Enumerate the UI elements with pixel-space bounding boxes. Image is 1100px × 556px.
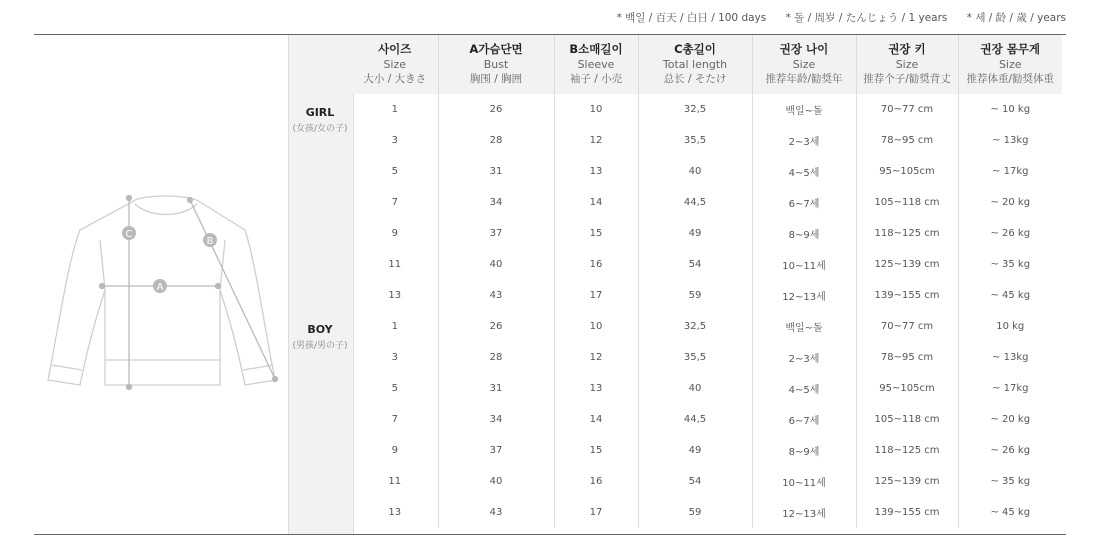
table-cell: 15 xyxy=(554,435,638,466)
table-cell: 10~11세 xyxy=(752,466,856,497)
sweater-diagram xyxy=(40,180,285,400)
size-table xyxy=(352,35,1062,528)
table-cell: 12 xyxy=(554,125,638,156)
table-cell: 11 xyxy=(352,466,438,497)
table-cell: 49 xyxy=(638,218,752,249)
group-girl-label: GIRL xyxy=(305,106,335,119)
table-cell: 5 xyxy=(352,373,438,404)
column-header-ko: 권장 몸무게 xyxy=(980,42,1041,56)
column-header-cj: 袖子 / 小売 xyxy=(569,73,623,85)
table-cell: ~ 10 kg xyxy=(990,104,1031,115)
table-cell: 28 xyxy=(438,125,554,156)
table-cell: 54 xyxy=(638,249,752,280)
table-row xyxy=(352,280,1062,311)
column-header-ko: C총길이 xyxy=(674,42,716,56)
table-cell: 10 xyxy=(554,311,638,342)
table-cell: 26 xyxy=(438,94,554,125)
table-cell: 28 xyxy=(438,342,554,373)
table-cell: 31 xyxy=(438,373,554,404)
table-cell: 13 xyxy=(554,373,638,404)
table-cell: ~ 20 kg xyxy=(990,414,1031,425)
table-cell: ~ 45 kg xyxy=(990,290,1031,301)
table-cell: 10 kg xyxy=(996,321,1025,332)
table-cell: 8~9세 xyxy=(752,218,856,249)
column-header-ko: B소매길이 xyxy=(569,42,623,56)
table-row xyxy=(352,497,1062,528)
column-header-ko: 사이즈 xyxy=(378,42,412,56)
column-header-ko: 권장 키 xyxy=(888,42,926,56)
table-cell: 13 xyxy=(352,280,438,311)
table-cell: 7 xyxy=(352,404,438,435)
table-cell: ~ 35 kg xyxy=(990,476,1031,487)
table-cell: 59 xyxy=(638,280,752,311)
svg-text:B: B xyxy=(206,236,214,247)
table-cell: 125~139 cm xyxy=(856,466,958,497)
column-header xyxy=(352,35,438,94)
group-boy xyxy=(289,323,351,351)
column-header-en: Size xyxy=(895,58,919,71)
table-cell: 95~105cm xyxy=(856,156,958,187)
group-girl-sub: (女孩/女の子) xyxy=(292,124,348,134)
table-cell: 40 xyxy=(438,249,554,280)
column-header-ko: 권장 나이 xyxy=(779,42,829,56)
group-girl xyxy=(289,106,351,134)
column-header-cj: 推荐体重/勧奨体重 xyxy=(966,73,1055,85)
table-cell: 32,5 xyxy=(638,94,752,125)
column-header-en: Size xyxy=(998,58,1022,71)
column-header-cj: 大小 / 大きさ xyxy=(363,73,427,85)
table-cell: 78~95 cm xyxy=(856,342,958,373)
table-cell: ~ 26 kg xyxy=(990,228,1031,239)
column-header-cj: 胸围 / 胸囲 xyxy=(469,73,523,85)
table-cell: 44,5 xyxy=(638,187,752,218)
table-cell: 6~7세 xyxy=(752,187,856,218)
table-row xyxy=(352,187,1062,218)
table-cell: 13 xyxy=(352,497,438,528)
column-header xyxy=(638,35,752,94)
table-cell: 34 xyxy=(438,404,554,435)
table-cell: 8~9세 xyxy=(752,435,856,466)
table-row xyxy=(352,373,1062,404)
table-row xyxy=(352,156,1062,187)
column-header-en: Size xyxy=(383,58,407,71)
header-row xyxy=(352,35,1062,94)
column-header-en: Total length xyxy=(662,58,728,71)
note-1-year: * 돌 / 周岁 / たんじょう / 1 years xyxy=(785,12,948,24)
table-cell: ~ 26 kg xyxy=(990,445,1031,456)
table-cell: ~ 35 kg xyxy=(990,259,1031,270)
table-cell: 4~5세 xyxy=(752,156,856,187)
table-row xyxy=(352,125,1062,156)
table-cell: 2~3세 xyxy=(752,125,856,156)
table-cell: ~ 17kg xyxy=(992,383,1029,394)
bottom-rule xyxy=(34,534,1066,535)
table-cell: 9 xyxy=(352,218,438,249)
table-row xyxy=(352,311,1062,342)
marker-b xyxy=(203,233,217,247)
table-cell: 70~77 cm xyxy=(856,311,958,342)
table-cell: 9 xyxy=(352,435,438,466)
column-header-ko: A가슴단면 xyxy=(469,42,523,56)
table-row xyxy=(352,218,1062,249)
table-cell: 43 xyxy=(438,280,554,311)
table-cell: ~ 17kg xyxy=(992,166,1029,177)
column-header xyxy=(958,35,1062,94)
table-cell: 54 xyxy=(638,466,752,497)
svg-text:A: A xyxy=(156,282,164,293)
table-row xyxy=(352,94,1062,125)
table-cell: 40 xyxy=(438,466,554,497)
table-cell: 7 xyxy=(352,187,438,218)
table-row xyxy=(352,466,1062,497)
column-header-cj: 推荐年龄/勧奨年 xyxy=(765,73,843,85)
table-cell: 3 xyxy=(352,125,438,156)
table-cell: 1 xyxy=(352,311,438,342)
table-cell: 105~118 cm xyxy=(856,187,958,218)
table-cell: 70~77 cm xyxy=(856,94,958,125)
table-cell: 10~11세 xyxy=(752,249,856,280)
note-years: * 세 / 龄 / 歲 / years xyxy=(966,12,1066,24)
table-cell: 2~3세 xyxy=(752,342,856,373)
table-cell: 백일~돌 xyxy=(752,94,856,125)
table-cell: 백일~돌 xyxy=(752,311,856,342)
table-cell: ~ 45 kg xyxy=(990,507,1031,518)
table-cell: 1 xyxy=(352,94,438,125)
table-cell: 31 xyxy=(438,156,554,187)
table-cell: 37 xyxy=(438,218,554,249)
table-cell: 6~7세 xyxy=(752,404,856,435)
table-row xyxy=(352,435,1062,466)
table-cell: 139~155 cm xyxy=(856,280,958,311)
column-header-en: Sleeve xyxy=(577,58,615,71)
sweater-illustration xyxy=(40,180,285,400)
table-cell: 32,5 xyxy=(638,311,752,342)
table-cell: 16 xyxy=(554,249,638,280)
table-cell: ~ 20 kg xyxy=(990,197,1031,208)
note-100-days: * 백일 / 百天 / 白日 / 100 days xyxy=(616,12,767,24)
table-cell: 17 xyxy=(554,280,638,311)
table-cell: 95~105cm xyxy=(856,373,958,404)
svg-text:C: C xyxy=(125,229,133,240)
table-cell: 15 xyxy=(554,218,638,249)
table-cell: 12~13세 xyxy=(752,497,856,528)
table-cell: 49 xyxy=(638,435,752,466)
table-cell: 40 xyxy=(638,156,752,187)
table-cell: 78~95 cm xyxy=(856,125,958,156)
table-cell: 14 xyxy=(554,187,638,218)
table-row xyxy=(352,404,1062,435)
table-cell: 40 xyxy=(638,373,752,404)
table-cell: 118~125 cm xyxy=(856,435,958,466)
table-cell: 12 xyxy=(554,342,638,373)
table-cell: 5 xyxy=(352,156,438,187)
table-cell: 105~118 cm xyxy=(856,404,958,435)
column-header xyxy=(554,35,638,94)
table-cell: 44,5 xyxy=(638,404,752,435)
column-header-cj: 总长 / そたけ xyxy=(663,73,727,85)
column-header xyxy=(856,35,958,94)
table-cell: 118~125 cm xyxy=(856,218,958,249)
table-cell: 26 xyxy=(438,311,554,342)
marker-c xyxy=(122,226,136,240)
table-cell: 13 xyxy=(554,156,638,187)
table-cell: 35,5 xyxy=(638,125,752,156)
table-cell: 3 xyxy=(352,342,438,373)
table-cell: 37 xyxy=(438,435,554,466)
size-table-body xyxy=(352,94,1062,528)
table-cell: 4~5세 xyxy=(752,373,856,404)
table-cell: 11 xyxy=(352,249,438,280)
group-boy-sub: (男孩/男の子) xyxy=(292,341,348,351)
table-row xyxy=(352,249,1062,280)
table-cell: 35,5 xyxy=(638,342,752,373)
column-header-cj: 推荐个子/勧奨背丈 xyxy=(863,73,951,85)
column-header-en: Size xyxy=(792,58,816,71)
table-cell: 139~155 cm xyxy=(856,497,958,528)
table-cell: ~ 13kg xyxy=(992,352,1029,363)
table-cell: 43 xyxy=(438,497,554,528)
column-header xyxy=(438,35,554,94)
table-cell: 14 xyxy=(554,404,638,435)
table-cell: 12~13세 xyxy=(752,280,856,311)
table-row xyxy=(352,342,1062,373)
column-header xyxy=(752,35,856,94)
column-header-en: Bust xyxy=(483,58,509,71)
age-notes xyxy=(601,10,1066,25)
table-cell: ~ 13kg xyxy=(992,135,1029,146)
group-boy-label: BOY xyxy=(307,323,333,336)
table-cell: 59 xyxy=(638,497,752,528)
table-cell: 16 xyxy=(554,466,638,497)
table-cell: 34 xyxy=(438,187,554,218)
table-cell: 17 xyxy=(554,497,638,528)
table-cell: 125~139 cm xyxy=(856,249,958,280)
marker-a xyxy=(153,279,167,293)
table-cell: 10 xyxy=(554,94,638,125)
